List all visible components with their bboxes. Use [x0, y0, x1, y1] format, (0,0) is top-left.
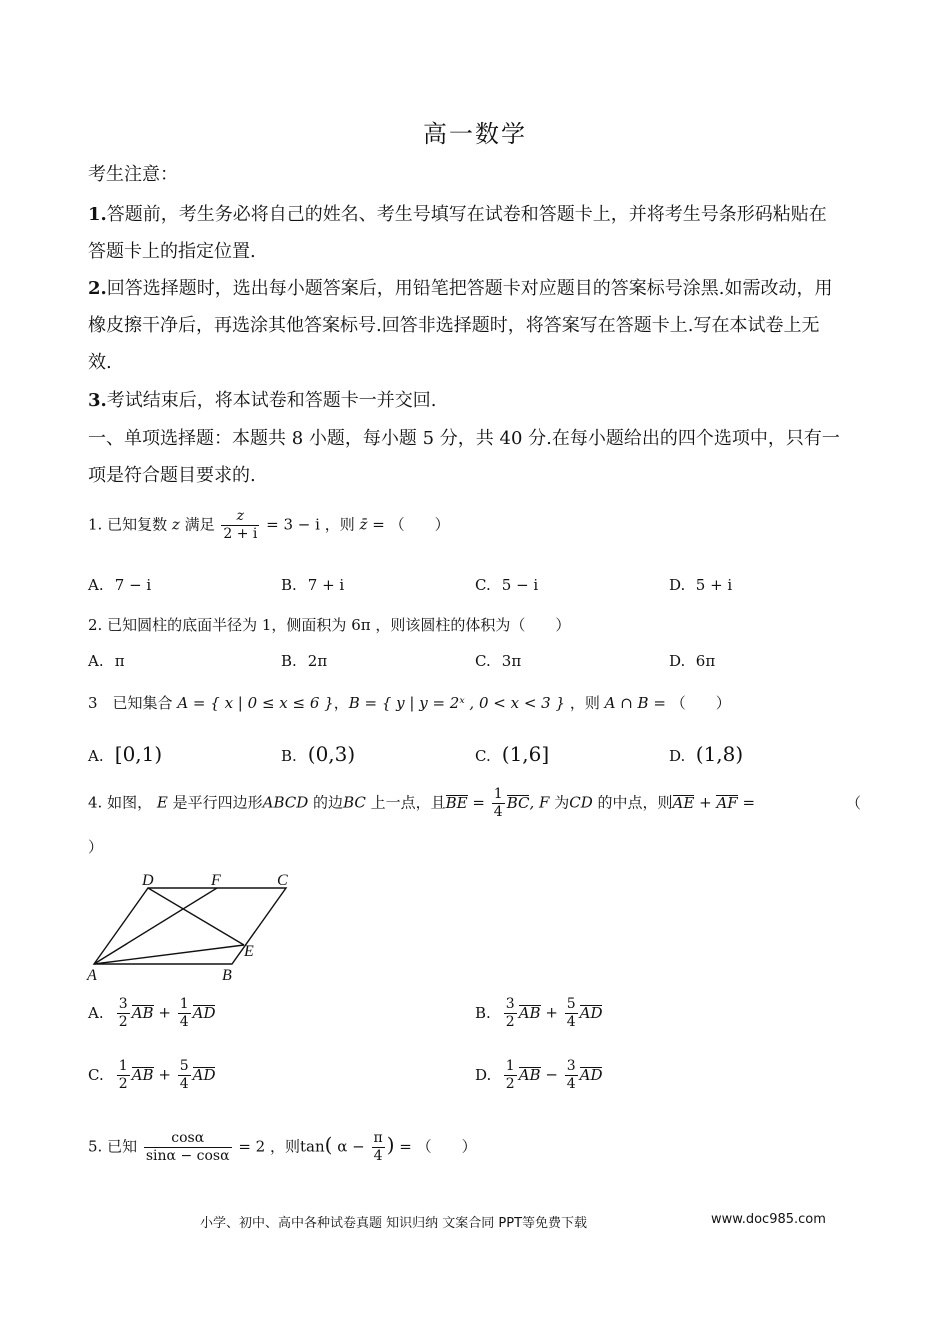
- operator: −: [545, 1065, 558, 1084]
- coef-1: [504, 1058, 517, 1093]
- option-label: A.: [88, 652, 104, 670]
- q1-frac-den: 2 + i: [223, 526, 258, 542]
- option-label: D.: [669, 652, 686, 670]
- notice-item-1-line-1: [88, 200, 827, 226]
- parallelogram-figure: [86, 870, 306, 985]
- q5-paren: （ ）: [416, 1137, 477, 1156]
- q5-pi-den: 4: [373, 1148, 383, 1164]
- q2-val: 6π: [351, 616, 371, 634]
- notice-item-1-line-2: 答题卡上的指定位置.: [88, 241, 256, 262]
- option-text: (1,8): [695, 742, 744, 766]
- q1-option-c: [475, 576, 538, 594]
- q5-inner: α −: [337, 1137, 365, 1156]
- q2-option-b: [281, 652, 327, 670]
- segment-ae: [94, 945, 244, 964]
- q4-vec-af: AF: [716, 793, 738, 812]
- option-label: D.: [475, 1065, 492, 1084]
- coef-den: 4: [566, 1014, 576, 1030]
- q2-option-a: [88, 652, 125, 670]
- q4-paren-close: ）: [88, 838, 104, 856]
- question-3: [88, 692, 731, 713]
- option-text: 2π: [307, 652, 328, 670]
- q3-option-a: [88, 742, 162, 766]
- q4-plus: +: [699, 793, 712, 812]
- option-text: 7 + i: [307, 576, 345, 594]
- footer-ad-text: 小学、初中、高中各种试卷真题 知识归纳 文案合同 PPT等免费下载: [200, 1216, 588, 1231]
- coef-1: [117, 996, 130, 1031]
- q5-lparen-icon: (: [324, 1132, 333, 1157]
- coef-den: 4: [566, 1076, 576, 1092]
- q1-var: z: [171, 515, 180, 534]
- q2-option-d: [669, 652, 715, 670]
- q3-ask: A ∩ B =: [604, 694, 666, 712]
- option-label: C.: [475, 652, 491, 670]
- question-1: [88, 508, 450, 543]
- option-text: 5 + i: [695, 576, 733, 594]
- figure-label-f: F: [211, 872, 221, 889]
- q1-option-b: [281, 576, 344, 594]
- q4-vec-ae: AE: [672, 793, 695, 812]
- vector-2: AD: [192, 1003, 216, 1022]
- q2-text-b: ，则该圆柱的体积为（ ）: [375, 616, 571, 634]
- q2-option-c: [475, 652, 521, 670]
- coef-den: 2: [505, 1014, 515, 1030]
- q5-frac-num: cosα: [171, 1130, 205, 1146]
- q5-fraction: [144, 1130, 232, 1165]
- parallelogram-abcd: [94, 888, 286, 964]
- option-text: (1,6]: [501, 742, 550, 766]
- vector-1: AB: [518, 1003, 541, 1022]
- q5-frac-den: sinα − cosα: [145, 1148, 230, 1164]
- q4-option-c: [88, 1058, 215, 1093]
- q1-prefix: 1. 已知复数: [88, 515, 168, 534]
- option-label: B.: [281, 576, 297, 594]
- question-4: [88, 786, 755, 821]
- figure-label-b: B: [222, 967, 232, 984]
- coef-den: 2: [505, 1076, 515, 1092]
- question-5: [88, 1130, 477, 1165]
- operator: +: [545, 1003, 558, 1022]
- option-label: A.: [88, 576, 104, 594]
- q1-rhs: = 3 − i: [266, 515, 320, 534]
- notice-item-3-line-1: [88, 386, 437, 412]
- q5-tan: tan: [300, 1137, 325, 1156]
- q1-option-d: [669, 576, 732, 594]
- option-text: (0,3): [307, 742, 356, 766]
- option-text: 6π: [695, 652, 716, 670]
- q4-eq2: =: [742, 793, 756, 812]
- coef-2: [565, 1058, 578, 1093]
- option-label: B.: [475, 1003, 491, 1022]
- option-text: π: [114, 652, 125, 670]
- q1-mid: 满足: [184, 515, 215, 534]
- q5-pi-fraction: [372, 1130, 385, 1165]
- q4-mid4: 为: [554, 793, 570, 812]
- q5-pi-num: π: [373, 1130, 383, 1146]
- q3-option-d: [669, 742, 743, 766]
- coef-den: 2: [118, 1076, 128, 1092]
- page-title: 高一数学: [423, 120, 527, 148]
- q5-then: ，则: [270, 1137, 301, 1156]
- q1-then: ，则: [324, 515, 355, 534]
- q3-set-a: A = { x | 0 ≤ x ≤ 6 }: [177, 694, 334, 712]
- section-heading-line-1: 一、单项选择题：本题共 8 小题，每小题 5 分，共 40 分.在每小题给出的四个选项中，只有一: [88, 428, 840, 449]
- coef-2: [178, 1058, 191, 1093]
- coef-2: [565, 996, 578, 1031]
- q4-f: , F: [529, 793, 550, 812]
- notice-item-1-text: 答题前，考生务必将自己的姓名、考生号填写在试卷和答题卡上，并将考生号条形码粘贴在: [106, 204, 827, 225]
- segment-af: [94, 888, 217, 964]
- q4-paren-open: （: [846, 794, 862, 812]
- q4-abcd: ABCD: [262, 793, 309, 812]
- q3-option-b: [281, 742, 355, 766]
- q1-paren: （ ）: [389, 515, 450, 534]
- notice-item-2-line-1: [88, 274, 833, 300]
- option-label: B.: [281, 652, 297, 670]
- vector-1: AB: [131, 1003, 154, 1022]
- q1-frac-num: z: [236, 508, 245, 524]
- notice-item-2-line-2: 橡皮擦干净后，再选涂其他答案标号.回答非选择题时，将答案写在答题卡上.写在本试卷上无: [88, 315, 820, 336]
- coef-den: 4: [179, 1076, 189, 1092]
- notice-item-3-number: 3.: [88, 390, 107, 411]
- figure-label-e: E: [244, 943, 254, 960]
- q5-rhs: = 2: [238, 1137, 266, 1156]
- coef-num: 3: [505, 996, 515, 1012]
- notice-item-1-number: 1.: [88, 204, 107, 225]
- option-label: B.: [281, 747, 297, 765]
- q2-text-a: 2. 已知圆柱的底面半径为 1，侧面积为: [88, 616, 347, 634]
- notice-heading: 考生注意：: [88, 164, 178, 185]
- option-label: D.: [669, 747, 686, 765]
- q3-set-b: B = { y | y = 2ˣ , 0 < x < 3 }: [348, 694, 566, 712]
- operator: +: [158, 1003, 171, 1022]
- q5-rparen-icon: ): [386, 1132, 395, 1157]
- coef-num: 3: [118, 996, 128, 1012]
- notice-item-3-text: 考试结束后，将本试卷和答题卡一并交回.: [106, 390, 437, 411]
- coef-num: 1: [118, 1058, 128, 1074]
- q4-mid2: 的边: [313, 793, 344, 812]
- option-text: 3π: [501, 652, 522, 670]
- section-heading-line-2: 项是符合题目要求的.: [88, 465, 256, 486]
- q4-option-a: [88, 996, 215, 1031]
- vector-2: AD: [192, 1065, 216, 1084]
- q1-fraction: [221, 508, 259, 543]
- question-2: [88, 614, 570, 635]
- footer-url[interactable]: www.doc985.com: [711, 1212, 826, 1227]
- q4-vec-bc: BC: [506, 793, 530, 812]
- q4-fraction: [492, 786, 505, 821]
- coef-1: [117, 1058, 130, 1093]
- option-label: C.: [88, 1065, 104, 1084]
- q4-eq: =: [472, 793, 485, 812]
- vector-1: AB: [131, 1065, 154, 1084]
- figure-label-d: D: [142, 872, 154, 889]
- q3-comma: ，: [333, 694, 349, 712]
- vector-1: AB: [518, 1065, 541, 1084]
- coef-den: 2: [118, 1014, 128, 1030]
- option-label: D.: [669, 576, 686, 594]
- vector-2: AD: [579, 1065, 603, 1084]
- coef-num: 1: [179, 996, 189, 1012]
- segment-de: [148, 888, 244, 945]
- coef-2: [178, 996, 191, 1031]
- q3-paren: （ ）: [670, 694, 731, 712]
- option-label: C.: [475, 576, 491, 594]
- q4-mid3: 上一点，且: [370, 793, 446, 812]
- figure-label-a: A: [87, 967, 97, 984]
- coef-num: 5: [566, 996, 576, 1012]
- option-label: A.: [88, 747, 104, 765]
- option-text: 5 − i: [501, 576, 539, 594]
- q4-mid5: 的中点，则: [597, 793, 673, 812]
- q4-option-d: [475, 1058, 602, 1093]
- option-text: 7 − i: [114, 576, 152, 594]
- coef-num: 3: [566, 1058, 576, 1074]
- q1-option-a: [88, 576, 151, 594]
- q4-cd: CD: [569, 793, 593, 812]
- q4-frac-num: 1: [493, 786, 503, 802]
- q3-then: ，则: [569, 694, 600, 712]
- option-label: C.: [475, 747, 491, 765]
- option-label: A.: [88, 1003, 104, 1022]
- q1-ask: z̄ =: [359, 515, 385, 534]
- coef-1: [504, 996, 517, 1031]
- coef-den: 4: [179, 1014, 189, 1030]
- q5-prefix: 5. 已知: [88, 1137, 138, 1156]
- figure-label-c: C: [277, 872, 288, 889]
- operator: +: [158, 1065, 171, 1084]
- option-text: [0,1): [114, 742, 163, 766]
- coef-num: 1: [505, 1058, 515, 1074]
- q3-prefix: 3 已知集合: [88, 694, 173, 712]
- coef-num: 5: [179, 1058, 189, 1074]
- q4-frac-den: 4: [493, 804, 503, 820]
- vector-2: AD: [579, 1003, 603, 1022]
- q4-vec-be: BE: [445, 793, 468, 812]
- notice-item-2-text: 回答选择题时，选出每小题答案后，用铅笔把答题卡对应题目的答案标号涂黑.如需改动，用: [106, 278, 833, 299]
- notice-item-2-number: 2.: [88, 278, 107, 299]
- q4-bc: BC: [343, 793, 366, 812]
- q3-option-c: [475, 742, 549, 766]
- q4-prefix: 4. 如图，: [88, 793, 153, 812]
- q5-eq: =: [399, 1137, 412, 1156]
- q4-e: E: [156, 793, 168, 812]
- q4-option-b: [475, 996, 602, 1031]
- notice-item-2-line-3: 效.: [88, 352, 112, 373]
- q4-mid1: 是平行四边形: [172, 793, 263, 812]
